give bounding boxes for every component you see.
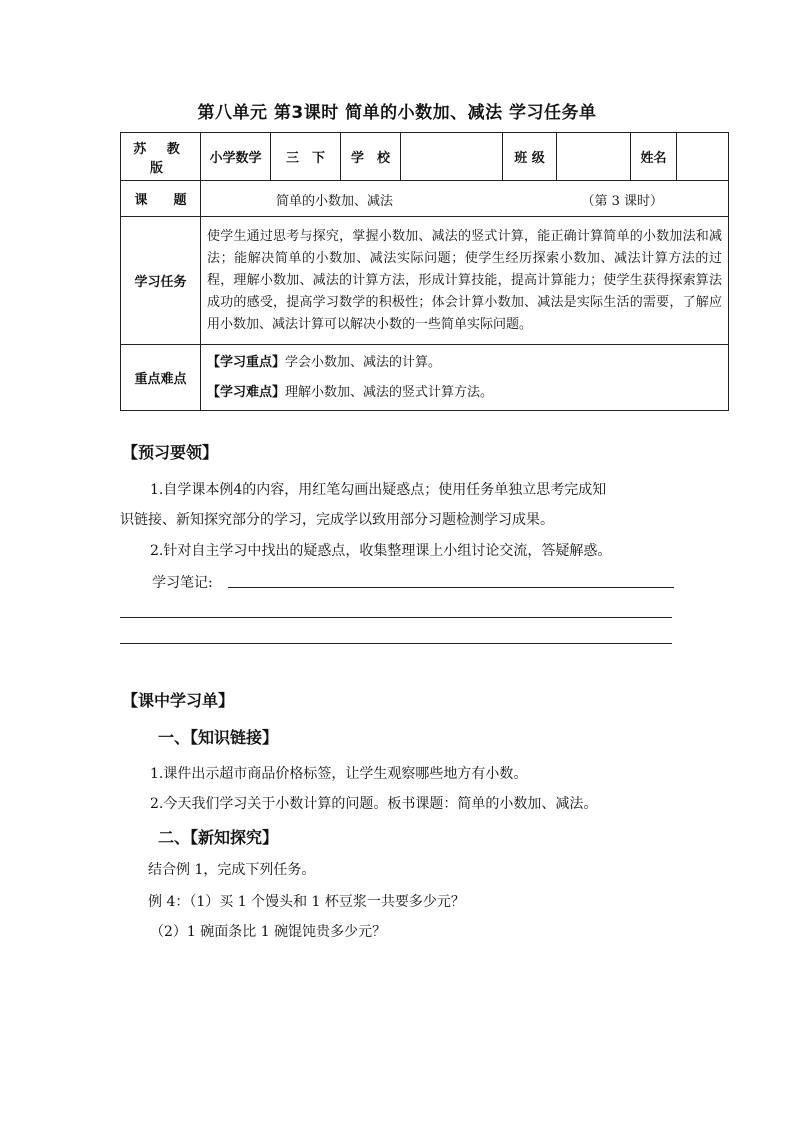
difficulty-line bbox=[207, 382, 722, 404]
keypoint-label: 重点难点 bbox=[121, 345, 201, 411]
notes-line-3[interactable] bbox=[120, 643, 672, 644]
focus-tag: 【学习重点】 bbox=[207, 354, 286, 370]
info-table bbox=[120, 132, 729, 411]
school-label: 学 校 bbox=[341, 133, 401, 181]
topic-label: 课 题 bbox=[121, 181, 201, 217]
subject-cell: 小学数学 bbox=[201, 133, 271, 181]
topic-value: 简单的小数加、减法 bbox=[276, 193, 394, 209]
focus-line bbox=[207, 352, 722, 374]
preview-heading: 【预习要领】 bbox=[122, 443, 219, 462]
notes-label: 学习笔记: bbox=[152, 575, 213, 591]
preview-item2: 2.针对自主学习中找出的疑惑点，收集整理课上小组讨论交流，答疑解惑。 bbox=[150, 543, 612, 559]
section-knowledge-link: 一、【知识链接】 bbox=[158, 728, 279, 747]
difficulty-text: 理解小数加、减法的竖式计算方法。 bbox=[285, 384, 494, 400]
class-label: 班 级 bbox=[503, 133, 557, 181]
explore-question2: （2）1 碗面条比 1 碗馄饨贵多少元？ bbox=[150, 924, 387, 940]
lesson-number: （第 3 课时） bbox=[581, 193, 663, 209]
name-value[interactable] bbox=[677, 133, 729, 181]
school-value[interactable] bbox=[401, 133, 503, 181]
page-title: 第八单元 第3课时 简单的小数加、减法 学习任务单 bbox=[197, 103, 597, 123]
focus-text: 学会小数加、减法的计算。 bbox=[285, 354, 442, 370]
section-new-knowledge: 二、【新知探究】 bbox=[158, 828, 279, 847]
keypoint-cell bbox=[201, 345, 729, 411]
topic-cell bbox=[201, 181, 729, 217]
task-text: 使学生通过思考与探究，掌握小数加、减法的竖式计算，能正确计算简单的小数加法和减法；能解决简单的小数加、减法实际问题；使学生经历探索小数加、减法计算方法的过程，理解小数加、减法的计算方法，形成计算技能，提高计算能力；使学生获得探索算法成功的感受，提高学习数学的积极性；体会计算小数加、减法是实际生活的需要，了解应用小数加、减法计算可以解决小数的一些简单实际问题。 bbox=[201, 217, 729, 345]
task-label: 学习任务 bbox=[121, 217, 201, 345]
knowledge-item2: 2.今天我们学习关于小数计算的问题。板书课题：简单的小数加、减法。 bbox=[150, 796, 598, 812]
notes-line-2[interactable] bbox=[120, 617, 672, 618]
notes-line-1[interactable] bbox=[228, 587, 674, 588]
difficulty-tag: 【学习难点】 bbox=[207, 384, 286, 400]
classwork-heading: 【课中学习单】 bbox=[122, 691, 235, 710]
knowledge-item1: 1.课件出示超市商品价格标签，让学生观察哪些地方有小数。 bbox=[150, 766, 528, 782]
grade-cell: 三 下 bbox=[271, 133, 341, 181]
class-value[interactable] bbox=[557, 133, 631, 181]
name-label: 姓名 bbox=[631, 133, 677, 181]
publisher-cell: 苏 教 版 bbox=[121, 133, 201, 181]
explore-intro: 结合例 1，完成下列任务。 bbox=[148, 862, 316, 878]
preview-item1-line2: 识链接、新知探究部分的学习，完成学以致用部分习题检测学习成果。 bbox=[120, 512, 554, 528]
explore-question1: 例 4：（1）买 1 个馒头和 1 杯豆浆一共要多少元？ bbox=[148, 894, 465, 910]
preview-item1-line1: 1.自学课本例4的内容，用红笔勾画出疑惑点；使用任务单独立思考完成知 bbox=[150, 482, 607, 498]
